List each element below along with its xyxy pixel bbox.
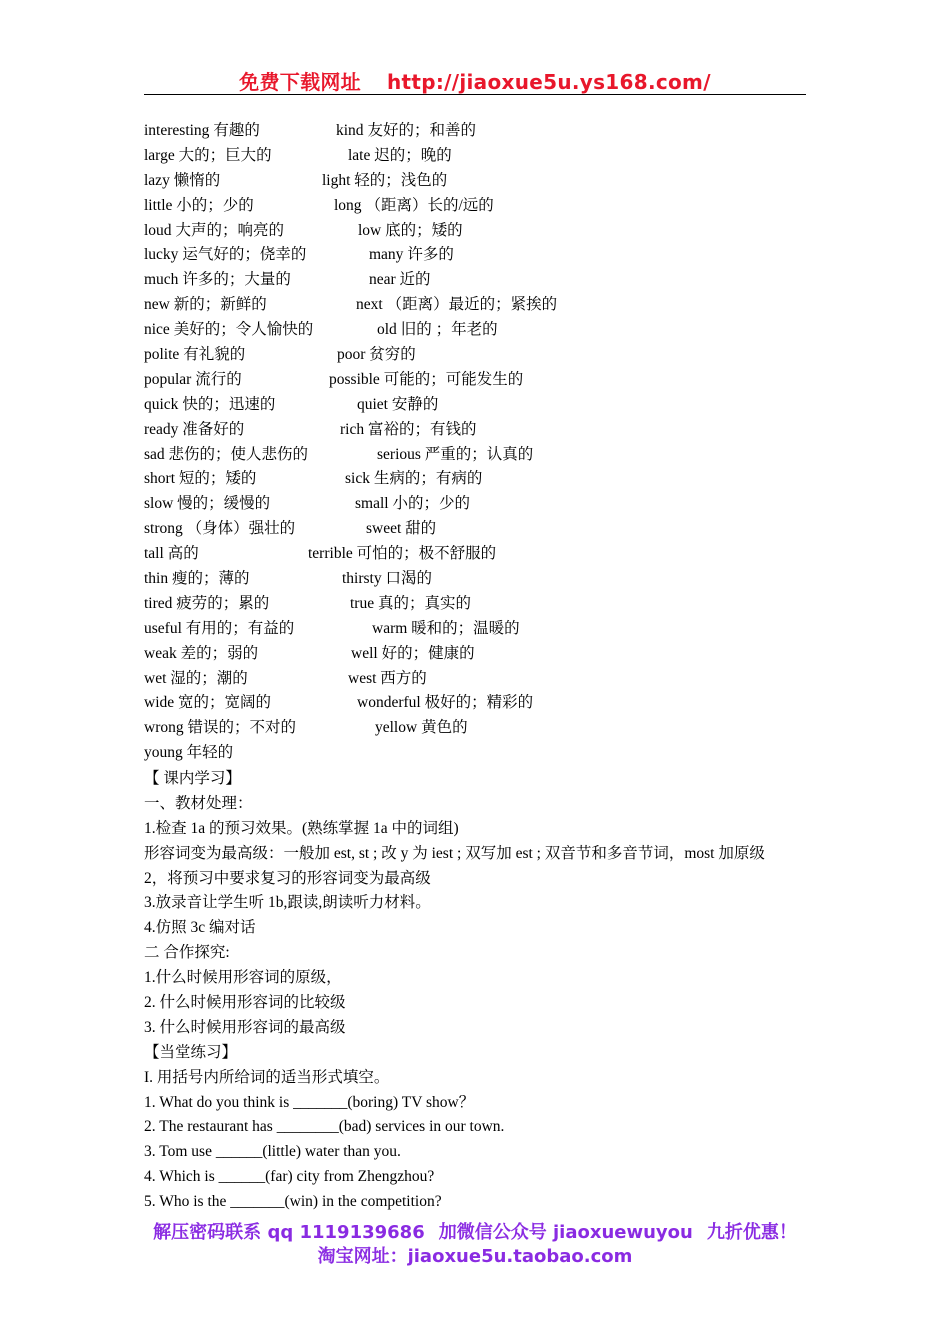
text-line: 形容词变为最高级：一般加 est, st ; 改 y 为 iest ; 双写加 est ; 双音节和多音节词，most 加原级 [144, 844, 765, 862]
text-line: 3.放录音让学生听 1b,跟读,朗读听力材料。 [144, 894, 431, 912]
vocab-entry-right [322, 169, 447, 194]
vocab-entry-left [144, 144, 272, 169]
text-line: 【 课内学习】 [144, 770, 241, 787]
vocab-meaning: 旧的 ；年老的 [400, 321, 498, 339]
vocab-entry-left [144, 343, 245, 368]
vocab-row [0, 691, 950, 716]
vocab-row [0, 318, 950, 343]
vocab-entry-right [351, 642, 475, 667]
vocab-word: serious [377, 445, 421, 463]
vocab-word: west [348, 669, 377, 687]
vocab-meaning: 生病的；有病的 [373, 470, 483, 488]
vocab-meaning: 许多的；大量的 [182, 271, 291, 289]
vocab-word: loud [144, 221, 172, 239]
vocab-entry-left [144, 169, 220, 194]
vocab-row [0, 268, 950, 293]
download-url-link[interactable]: http://jiaoxue5u.ys168.com/ [386, 70, 711, 94]
header-divider [144, 94, 806, 95]
vocab-entry-left [144, 268, 291, 293]
vocab-entry-left [144, 492, 270, 517]
vocab-meaning: 新的；新鲜的 [173, 296, 267, 314]
vocab-word: tired [144, 594, 173, 612]
vocab-word: quick [144, 395, 179, 413]
vocab-word: weak [144, 644, 177, 662]
vocab-word: light [322, 171, 351, 189]
vocab-meaning: 友好的；和善的 [367, 122, 476, 139]
vocab-word: low [358, 221, 382, 239]
vocab-word: warm [372, 619, 408, 637]
vocab-row [0, 741, 950, 766]
vocab-word: thin [144, 570, 169, 588]
vocab-meaning: 准备好的 [182, 420, 245, 438]
text-line: 一、教材处理： [144, 794, 253, 812]
vocab-word: short [144, 470, 175, 488]
vocab-meaning: 悲伤的；使人悲伤的 [168, 445, 309, 463]
vocab-entry-left [144, 467, 256, 492]
vocab-entry-right [337, 343, 416, 368]
vocab-meaning: 小的；少的 [392, 495, 470, 513]
vocab-word: ready [144, 420, 179, 438]
vocab-entry-left [144, 667, 248, 692]
vocab-row [0, 418, 950, 443]
vocab-word: wide [144, 694, 175, 712]
vocab-row [0, 467, 950, 492]
vocab-word: polite [144, 346, 180, 364]
vocab-entry-right [340, 418, 477, 443]
vocab-word: sad [144, 445, 165, 463]
text-line: 1.检查 1a 的预习效果。(熟练掌握 1a 中的词组) [144, 819, 459, 837]
footer-contact [0, 1218, 950, 1244]
vocab-row [0, 293, 950, 318]
vocab-row [0, 393, 950, 418]
vocab-word: near [369, 271, 396, 289]
vocab-meaning: 许多的 [407, 246, 454, 264]
vocab-meaning: 底的；矮的 [385, 221, 463, 239]
footer-taobao-link[interactable]: 淘宝网址：jiaoxue5u.taobao.com [317, 1246, 633, 1267]
text-line: 5. Who is the _______(win) in the competition? [144, 1193, 442, 1211]
vocab-entry-right [334, 194, 494, 219]
vocab-word: sweet [366, 520, 402, 538]
vocab-row [0, 119, 950, 144]
vocab-meaning: 极好的；精彩的 [424, 694, 534, 712]
vocab-word: popular [144, 370, 192, 388]
vocab-word: strong [144, 520, 183, 538]
vocab-meaning: 好的；健康的 [381, 644, 475, 662]
vocab-meaning: 贫穷的 [369, 346, 416, 364]
vocab-word: next [356, 296, 383, 314]
vocab-row [0, 567, 950, 592]
vocab-row [0, 617, 950, 642]
vocab-meaning: 有趣的 [213, 122, 260, 139]
vocab-meaning: 富裕的；有钱的 [367, 420, 477, 438]
vocab-meaning: 懒惰的 [173, 171, 221, 189]
vocab-meaning: （距离）最近的；紧挨的 [386, 296, 558, 314]
vocab-row [0, 667, 950, 692]
vocab-meaning: （身体）强壮的 [186, 520, 296, 538]
vocab-word: poor [337, 346, 366, 364]
text-line: 1. What do you think is _______(boring) TV show？ [144, 1093, 475, 1111]
vocab-row [0, 517, 950, 542]
vocab-meaning: 年轻的 [186, 744, 234, 762]
vocab-meaning: （距离）长的/远的 [365, 196, 494, 214]
vocab-entry-right [369, 268, 431, 293]
vocab-row [0, 219, 950, 244]
footer-wechat: 加微信公众号 jiaoxuewuyou [438, 1222, 693, 1243]
vocab-meaning: 慢的；缓慢的 [177, 495, 271, 513]
vocab-meaning: 流行的 [195, 370, 242, 388]
vocab-entry-right [345, 467, 482, 492]
download-label: 免费下载网址 [239, 70, 361, 94]
vocab-row [0, 716, 950, 741]
vocab-word: possible [329, 370, 380, 388]
vocab-word: sick [345, 470, 370, 488]
vocab-entry-right [308, 542, 496, 567]
vocab-meaning: 黄色的 [421, 719, 468, 737]
vocab-row [0, 443, 950, 468]
vocab-word: many [369, 246, 404, 264]
vocab-entry-left [144, 243, 306, 268]
vocab-row [0, 144, 950, 169]
vocab-entry-left [144, 194, 254, 219]
vocab-entry-left [144, 542, 199, 567]
vocab-word: lucky [144, 246, 179, 264]
vocab-entry-left [144, 443, 308, 468]
vocab-meaning: 甜的 [405, 520, 437, 538]
vocab-meaning: 运气好的；侥幸的 [182, 246, 307, 264]
vocab-entry-right [377, 443, 533, 468]
vocab-meaning: 口渴的 [385, 570, 433, 588]
vocab-entry-left [144, 592, 269, 617]
vocab-entry-right [356, 293, 557, 318]
download-banner [0, 66, 950, 95]
footer-password-contact: 解压密码联系 qq 1119139686 [153, 1222, 425, 1243]
vocab-entry-right [355, 492, 470, 517]
vocab-word: wonderful [357, 694, 421, 712]
vocab-word: lazy [144, 171, 170, 189]
vocab-word: slow [144, 495, 174, 513]
vocab-meaning: 快的；迅速的 [182, 395, 276, 413]
vocab-word: interesting [144, 122, 210, 139]
vocab-word: young [144, 744, 183, 762]
vocab-word: late [348, 146, 371, 164]
vocab-meaning: 有用的；有益的 [185, 619, 295, 637]
vocab-entry-right [336, 119, 476, 144]
text-line: 2，将预习中要求复习的形容词变为最高级 [144, 869, 431, 887]
text-line: 【当堂练习】 [144, 1043, 238, 1061]
vocab-meaning: 高的 [167, 545, 199, 563]
vocab-entry-right [358, 219, 463, 244]
vocab-meaning: 真的；真实的 [377, 594, 471, 612]
vocab-meaning: 错误的；不对的 [187, 719, 296, 737]
vocab-word: kind [336, 122, 364, 139]
vocab-entry-right [350, 592, 471, 617]
text-line: 4.仿照 3c 编对话 [144, 919, 256, 937]
text-line: 2. 什么时候用形容词的比较级 [144, 994, 346, 1012]
vocab-row [0, 642, 950, 667]
vocab-meaning: 大声的；响亮的 [175, 221, 284, 239]
vocab-entry-left [144, 368, 242, 393]
vocab-meaning: 近的 [399, 271, 431, 289]
vocab-entry-left [144, 691, 271, 716]
text-line: 3. 什么时候用形容词的最高级 [144, 1018, 346, 1036]
vocab-meaning: 迟的；晚的 [374, 146, 452, 164]
vocab-row [0, 343, 950, 368]
vocab-entry-right [375, 716, 468, 741]
vocab-word: nice [144, 321, 170, 339]
vocab-entry-right [372, 617, 520, 642]
vocab-meaning: 有礼貌的 [183, 346, 246, 364]
vocab-meaning: 大的；巨大的 [178, 146, 272, 164]
vocab-row [0, 368, 950, 393]
vocab-entry-right [348, 667, 427, 692]
vocab-entry-left [144, 567, 250, 592]
vocab-entry-right [329, 368, 523, 393]
text-line: 4. Which is ______(far) city from Zhengzhou? [144, 1168, 435, 1186]
vocab-entry-right [369, 243, 454, 268]
vocab-entry-right [348, 144, 452, 169]
vocab-word: little [144, 196, 173, 214]
vocab-word: old [377, 321, 397, 339]
vocab-word: yellow [375, 719, 418, 737]
vocab-entry-left [144, 617, 294, 642]
vocab-word: well [351, 644, 378, 662]
vocab-meaning: 暖和的；温暖的 [411, 619, 520, 637]
footer-discount: 九折优惠！ [706, 1222, 797, 1243]
vocab-meaning: 宽的；宽阔的 [178, 694, 272, 712]
vocab-entry-left [144, 318, 313, 343]
text-line: 2. The restaurant has ________(bad) services in our town. [144, 1118, 505, 1136]
vocab-row [0, 492, 950, 517]
vocabulary-list [0, 119, 950, 766]
vocab-entry-right [357, 691, 533, 716]
vocab-entry-left [144, 642, 258, 667]
vocab-meaning: 可能的；可能发生的 [383, 370, 524, 388]
vocab-word: tall [144, 545, 164, 563]
vocab-meaning: 美好的；令人愉快的 [173, 321, 314, 339]
vocab-meaning: 湿的；潮的 [170, 669, 248, 687]
vocab-entry-right [366, 517, 436, 542]
text-line: I. 用括号内所给词的适当形式填空。 [144, 1068, 390, 1086]
vocab-entry-right [377, 318, 498, 343]
vocab-meaning: 差的；弱的 [180, 644, 259, 662]
vocab-word: terrible [308, 545, 353, 563]
vocab-entry-left [144, 517, 295, 542]
vocab-word: wet [144, 669, 167, 687]
vocab-word: new [144, 296, 170, 314]
text-line: 3. Tom use ______(little) water than you. [144, 1143, 401, 1161]
vocab-entry-left [144, 418, 244, 443]
vocab-entry-left [144, 741, 233, 766]
vocab-word: rich [340, 420, 365, 438]
text-line: 二 合作探究: [144, 944, 230, 962]
lesson-content [144, 767, 824, 1215]
vocab-row [0, 169, 950, 194]
vocab-entry-left [144, 393, 275, 418]
vocab-meaning: 安静的 [391, 395, 439, 413]
vocab-word: true [350, 594, 375, 612]
vocab-word: useful [144, 619, 182, 637]
vocab-row [0, 542, 950, 567]
vocab-word: long [334, 196, 362, 214]
vocab-entry-left [144, 119, 260, 144]
vocab-meaning: 疲劳的；累的 [176, 594, 270, 612]
vocab-meaning: 可怕的；极不舒服的 [356, 545, 497, 563]
vocab-word: wrong [144, 719, 184, 737]
vocab-word: large [144, 146, 175, 164]
text-line: 1.什么时候用形容词的原级， [144, 969, 342, 987]
vocab-row [0, 592, 950, 617]
vocab-entry-right [357, 393, 438, 418]
vocab-word: thirsty [342, 570, 382, 588]
vocab-entry-left [144, 293, 267, 318]
vocab-meaning: 小的；少的 [176, 196, 254, 214]
vocab-word: quiet [357, 395, 388, 413]
vocab-word: much [144, 271, 179, 289]
vocab-word: small [355, 495, 389, 513]
vocab-meaning: 轻的；浅色的 [354, 171, 448, 189]
vocab-row [0, 194, 950, 219]
vocab-meaning: 西方的 [380, 669, 427, 687]
vocab-entry-left [144, 219, 284, 244]
vocab-meaning: 瘦的；薄的 [172, 570, 250, 588]
vocab-entry-right [342, 567, 432, 592]
vocab-entry-left [144, 716, 296, 741]
vocab-meaning: 短的；矮的 [178, 470, 257, 488]
vocab-row [0, 243, 950, 268]
vocab-meaning: 严重的；认真的 [424, 445, 534, 463]
